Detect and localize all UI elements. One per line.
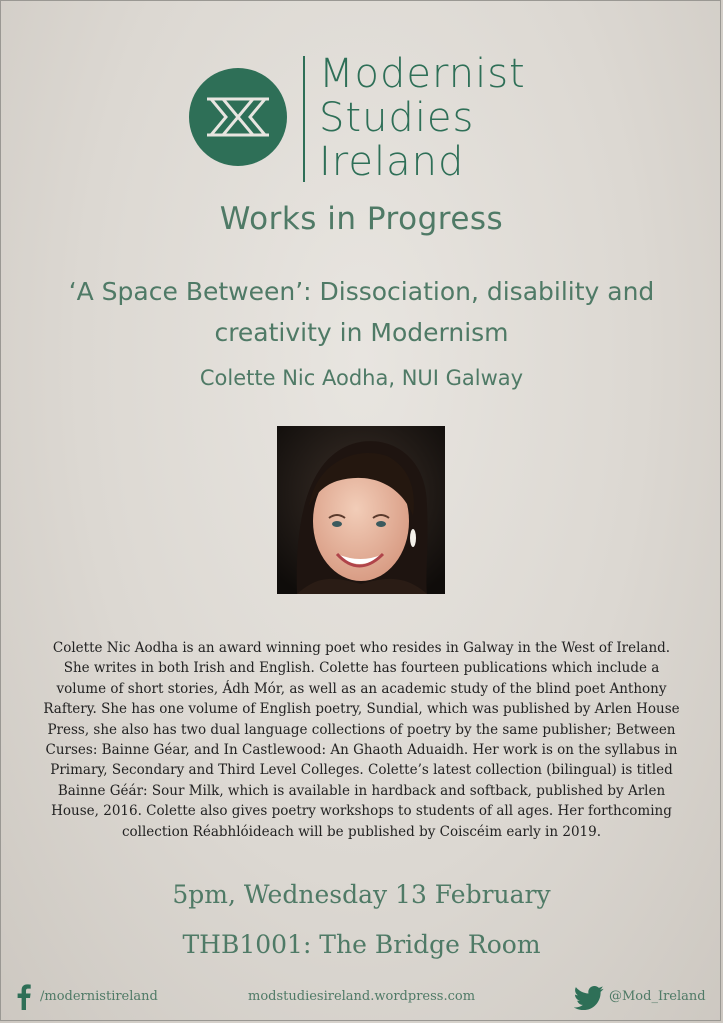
bio-line: Primary, Secondary and Third Level Colleges. Colette’s latest collection (bilingual) is titled xyxy=(50,762,673,779)
bio-line: House, 2016. Colette also gives poetry workshops to students of all ages. Her forthcoming xyxy=(51,803,672,820)
logo-divider xyxy=(303,56,305,182)
bio-line: She writes in both Irish and English. Colette has fourteen publications which include a xyxy=(63,660,660,677)
logo xyxy=(189,51,549,185)
speaker-photo xyxy=(277,426,445,594)
talk-title-line-2: creativity in Modernism xyxy=(214,318,509,347)
website-link[interactable]: modstudiesireland.wordpress.com xyxy=(248,989,476,1004)
logo-line-2: Studies xyxy=(319,95,475,141)
bio-line: Bainne Géár: Sour Milk, which is available in hardback and softback, published by Arlen xyxy=(57,782,666,799)
bio-line: volume of short stories, Ádh Mór, as well as an academic study of the blind poet Anthony xyxy=(56,680,667,697)
talk-title-line-1: ‘A Space Between’: Dissociation, disability and xyxy=(68,277,655,306)
twitter-icon[interactable] xyxy=(574,986,604,1014)
bio-line: collection Réabhlóideach will be published by Coiscéim early in 2019. xyxy=(121,823,602,840)
bio-line: Press, she also has two dual language collections of poetry by the same publisher; Between xyxy=(47,721,676,738)
logo-line-1: Modernist xyxy=(319,51,526,97)
series-title: Works in Progress xyxy=(219,201,504,237)
facebook-icon[interactable] xyxy=(17,984,31,1014)
facebook-link[interactable]: /modernistireland xyxy=(40,989,158,1004)
event-location: THB1001: The Bridge Room xyxy=(182,930,541,959)
bio-line: Colette Nic Aodha is an award winning poet who resides in Galway in the West of Ireland. xyxy=(52,640,671,656)
speaker-bio xyxy=(30,638,693,842)
speaker-name: Colette Nic Aodha, NUI Galway xyxy=(199,366,524,390)
twitter-handle-link[interactable]: @Mod_Ireland xyxy=(609,989,706,1004)
logo-line-3: Ireland xyxy=(319,139,465,185)
footer xyxy=(0,982,723,1012)
talk-title xyxy=(40,271,683,353)
bio-line: Raftery. She has one volume of English poetry, Sundial, which was published by Arlen House xyxy=(43,701,680,718)
hourglass-x-logo-icon xyxy=(189,68,287,166)
bio-line: Curses: Bainne Géar, and In Castlewood: An Ghaoth Aduaidh. Her work is on the syllabus in xyxy=(45,742,678,759)
event-time: 5pm, Wednesday 13 February xyxy=(172,880,551,909)
logo-wordmark xyxy=(319,52,526,184)
